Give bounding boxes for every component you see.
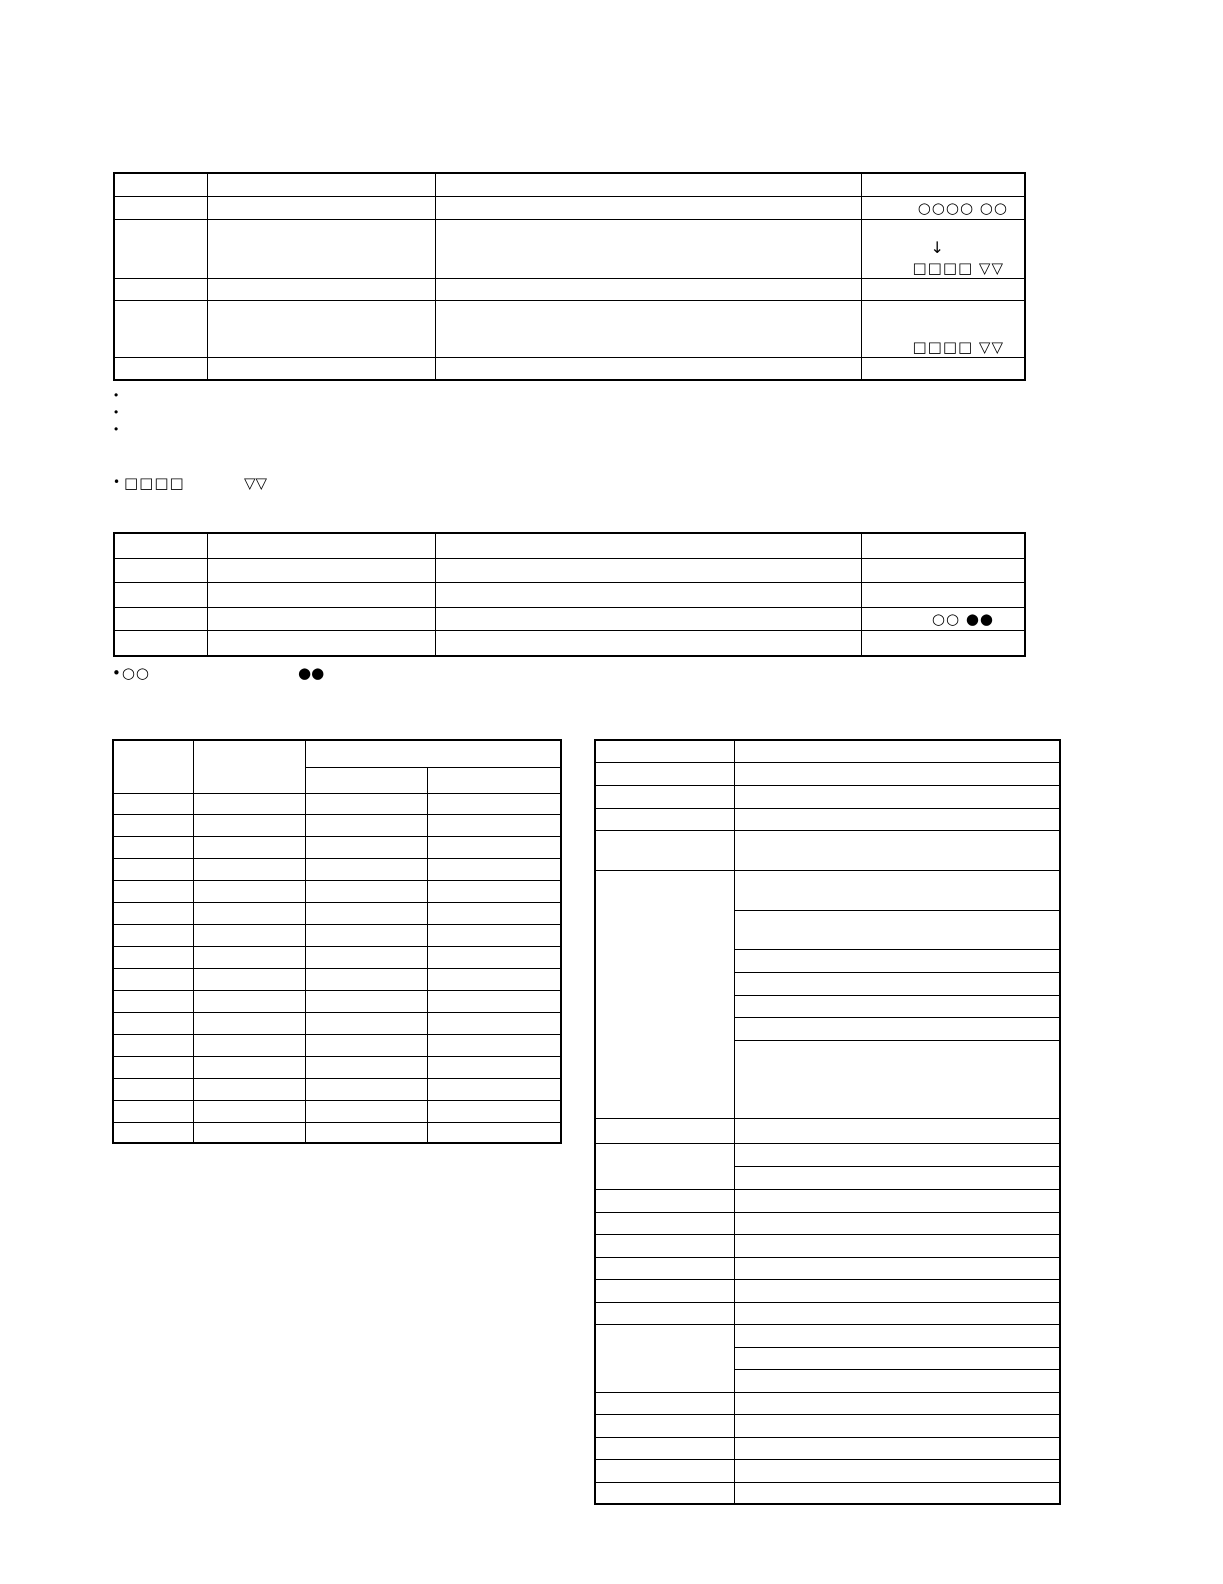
table-row (114, 607, 1025, 630)
note-circles: •○○ (112, 664, 151, 682)
table-row (595, 830, 1060, 870)
bullet: • (114, 405, 119, 419)
note-bullet: • (113, 475, 121, 489)
table-row (595, 1459, 1060, 1482)
table-3 (112, 739, 562, 1144)
table-row (595, 740, 1060, 762)
table-2 (113, 532, 1026, 657)
square-triangle-symbols: □□□□ ▽▽ (912, 258, 1004, 277)
table-header-row (113, 740, 561, 767)
table-row (595, 1143, 1060, 1166)
table-4 (594, 739, 1061, 1505)
table-row (595, 1437, 1060, 1459)
table-row (114, 300, 1025, 357)
note-squares: □□□□ (124, 474, 185, 492)
table-row (595, 1324, 1060, 1347)
table-1 (113, 172, 1026, 381)
table-row (113, 1056, 561, 1078)
table-row (595, 1392, 1060, 1414)
table-row (114, 278, 1025, 300)
table-row (114, 173, 1025, 196)
table-row (114, 196, 1025, 219)
table-row (113, 1034, 561, 1056)
table-row (113, 968, 561, 990)
table-row (114, 630, 1025, 656)
table-row (113, 902, 561, 924)
note-dots: ●● (298, 664, 325, 682)
table-row (113, 858, 561, 880)
table-row (114, 558, 1025, 582)
circle-symbols: ○○○○ ○○ (917, 198, 1008, 217)
table-row (595, 1189, 1060, 1212)
table-row (595, 1482, 1060, 1504)
table-row (113, 990, 561, 1012)
bullet: • (114, 388, 119, 402)
table-row (113, 946, 561, 968)
table-row (114, 219, 1025, 278)
table-row (595, 1118, 1060, 1143)
circle-dot-symbols: ○○ ●● (931, 609, 994, 628)
table-row (113, 1100, 561, 1122)
table-row (595, 1234, 1060, 1257)
table-row (113, 1012, 561, 1034)
table-row (113, 924, 561, 946)
table-row (113, 836, 561, 858)
table-row (595, 1414, 1060, 1437)
table-row (113, 880, 561, 902)
table-row (113, 1078, 561, 1100)
table-row (595, 1302, 1060, 1324)
table-row (595, 870, 1060, 910)
table-row (595, 1212, 1060, 1234)
square-triangle-symbols: □□□□ ▽▽ (912, 337, 1004, 356)
note-triangles: ▽▽ (244, 474, 268, 492)
table-row (113, 1122, 561, 1143)
table-row (595, 785, 1060, 808)
table-row (595, 1279, 1060, 1302)
bullet: • (114, 422, 119, 436)
table-row (113, 793, 561, 814)
table-row (114, 357, 1025, 380)
table-row (113, 814, 561, 836)
table-row (114, 533, 1025, 558)
table-row (595, 762, 1060, 785)
arrow-down-icon: ↓ (930, 237, 945, 257)
table-row (595, 1257, 1060, 1279)
table-row (114, 582, 1025, 607)
table-row (595, 808, 1060, 830)
